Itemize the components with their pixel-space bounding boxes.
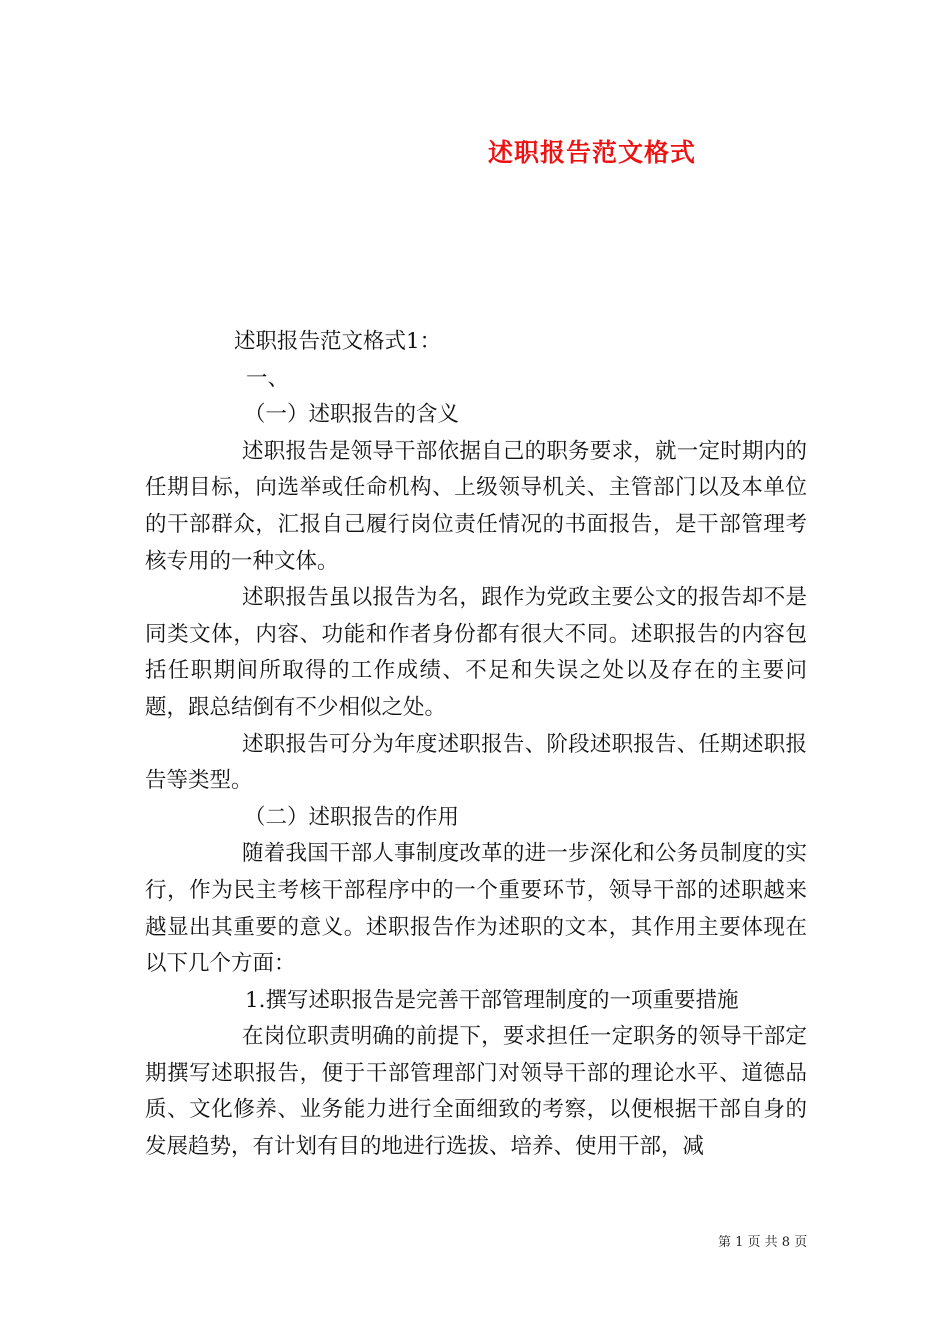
subsection-heading-function: （二）述职报告的作用: [244, 804, 460, 830]
paragraph-measure-detail: 在岗位职责明确的前提下，要求担任一定职务的领导干部定期撰写述职报告，便于干部管理部门对领导干部的理论水平、道德品质、文化修养、业务能力进行全面细致的考察，以便根据干部自身的发展趋势，有计划有目的地进行选拔、培养、使用干部，减: [145, 1024, 807, 1160]
paragraph-types: 述职报告可分为年度述职报告、阶段述职报告、任期述职报告等类型。: [145, 731, 807, 794]
subsection-heading-meaning: （一）述职报告的含义: [244, 402, 460, 428]
paragraph-difference: 述职报告虽以报告为名，跟作为党政主要公文的报告却不是同类文体，内容、功能和作者身份都有很大不同。述职报告的内容包括任职期间所取得的工作成绩、不足和失误之处以及存在的主要问题，跟总结倒有不少相似之处。: [145, 585, 807, 720]
format-heading: 述职报告范文格式1：: [234, 329, 442, 354]
page-number-footer: 第 1 页 共 8 页: [718, 1235, 808, 1250]
section-heading-one: 一、: [246, 365, 290, 391]
document-title: 述职报告范文格式: [488, 138, 697, 167]
list-item-measure: 1.撰写述职报告是完善干部管理制度的一项重要措施: [245, 987, 739, 1013]
paragraph-definition: 述职报告是领导干部依据自己的职务要求，就一定时期内的任期目标，向选举或任命机构、上级领导机关、主管部门以及本单位的干部群众，汇报自己履行岗位责任情况的书面报告，是干部管理考核专用的一种文体。: [145, 438, 807, 574]
document-body: [145, 324, 807, 1166]
paragraph-significance: 随着我国干部人事制度改革的进一步深化和公务员制度的实行，作为民主考核干部程序中的一个重要环节，领导干部的述职越来越显出其重要的意义。述职报告作为述职的文本，其作用主要体现在以下几个方面：: [145, 841, 807, 977]
